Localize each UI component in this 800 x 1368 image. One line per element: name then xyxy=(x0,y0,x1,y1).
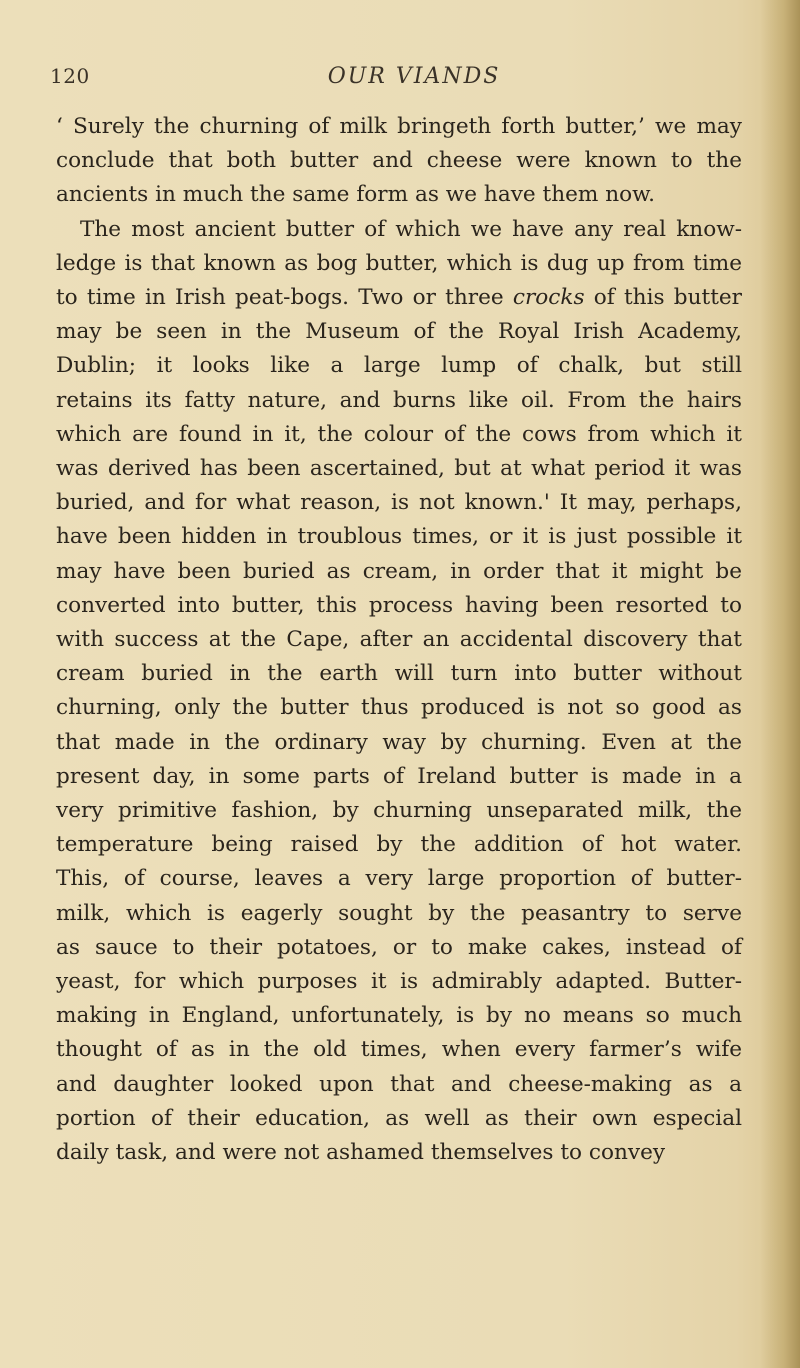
text-segment: making in England, unfortunately, is by no means so much xyxy=(56,1003,742,1029)
text-segment: which are found in it, the colour of the cows from which it xyxy=(56,421,742,447)
text-line xyxy=(56,247,742,281)
body-text xyxy=(56,110,742,1170)
text-line xyxy=(56,1033,742,1067)
text-line xyxy=(56,828,742,862)
text-segment: Dublin; it looks like a large lump of chalk, but still xyxy=(56,353,742,379)
text-segment: present day, in some parts of Ireland butter is made in a xyxy=(56,763,742,789)
text-line xyxy=(56,452,742,486)
text-segment: converted into butter, this process having been resorted to xyxy=(56,592,742,618)
text-line xyxy=(56,281,742,315)
text-segment: temperature being raised by the addition of hot water. xyxy=(56,832,742,858)
text-line xyxy=(56,726,742,760)
text-segment: as sauce to their potatoes, or to make cakes, instead of xyxy=(56,934,742,960)
text-segment: yeast, for which purposes it is admirably adapted. Butter- xyxy=(56,969,742,995)
text-segment: with success at the Cape, after an accidental discovery that xyxy=(56,627,742,653)
text-line xyxy=(56,555,742,589)
text-line xyxy=(56,657,742,691)
page-edge-shadow xyxy=(760,0,800,1368)
text-line xyxy=(56,110,742,144)
text-segment: This, of course, leaves a very large proportion of butter- xyxy=(56,866,742,892)
text-segment: portion of their education, as well as their own especial xyxy=(56,1105,742,1131)
text-line xyxy=(56,178,742,212)
text-segment: The most ancient butter of which we have any real know- xyxy=(80,216,742,242)
text-segment: was derived has been ascertained, but at what period it was xyxy=(56,456,742,482)
page-number: 120 xyxy=(50,64,90,88)
text-segment: ancients in much the same form as we have them now. xyxy=(56,182,655,208)
text-line xyxy=(56,931,742,965)
page-header xyxy=(50,64,750,104)
text-line xyxy=(56,349,742,383)
text-segment: of this butter xyxy=(584,285,742,311)
text-line xyxy=(56,623,742,657)
running-title: OUR VIANDS xyxy=(327,64,501,89)
text-segment: buried, and for what reason, is not known.' It may, perhaps, xyxy=(56,490,742,516)
text-segment: may have been buried as cream, in order that it might be xyxy=(56,558,742,584)
text-segment: ledge is that known as bog butter, which is dug up from time xyxy=(56,250,742,276)
text-line xyxy=(56,1136,742,1170)
text-line xyxy=(56,418,742,452)
text-line xyxy=(56,315,742,349)
text-line xyxy=(56,486,742,520)
text-line xyxy=(56,999,742,1033)
text-segment: milk, which is eagerly sought by the peasantry to serve xyxy=(56,900,742,926)
italic-word: crocks xyxy=(512,285,585,311)
text-line xyxy=(56,794,742,828)
text-segment: and daughter looked upon that and cheese-making as a xyxy=(56,1071,742,1097)
text-segment: very primitive fashion, by churning unseparated milk, the xyxy=(56,798,742,824)
text-segment: to time in Irish peat-bogs. Two or three xyxy=(56,285,513,311)
text-segment: conclude that both butter and cheese were known to the xyxy=(56,148,742,174)
text-segment: have been hidden in troublous times, or it is just possible it xyxy=(56,524,742,550)
text-line xyxy=(56,862,742,896)
text-line xyxy=(56,965,742,999)
text-line xyxy=(56,144,742,178)
text-segment: churning, only the butter thus produced is not so good as xyxy=(56,695,742,721)
text-line xyxy=(56,1102,742,1136)
text-segment: retains its fatty nature, and burns like oil. From the hairs xyxy=(56,387,742,413)
text-line xyxy=(56,589,742,623)
text-line xyxy=(56,520,742,554)
text-line xyxy=(56,897,742,931)
text-segment: cream buried in the earth will turn into butter without xyxy=(56,661,742,687)
text-segment: that made in the ordinary way by churning. Even at the xyxy=(56,729,742,755)
text-segment: daily task, and were not ashamed themselves to convey xyxy=(56,1140,666,1166)
text-segment: thought of as in the old times, when every farmer’s wife xyxy=(56,1037,742,1063)
text-segment: may be seen in the Museum of the Royal Irish Academy, xyxy=(56,319,742,345)
text-line xyxy=(56,760,742,794)
text-line xyxy=(56,1068,742,1102)
text-line xyxy=(56,384,742,418)
text-line xyxy=(56,213,742,247)
text-line xyxy=(56,691,742,725)
text-segment: ‘ Surely the churning of milk bringeth forth butter,’ we may xyxy=(56,114,742,139)
